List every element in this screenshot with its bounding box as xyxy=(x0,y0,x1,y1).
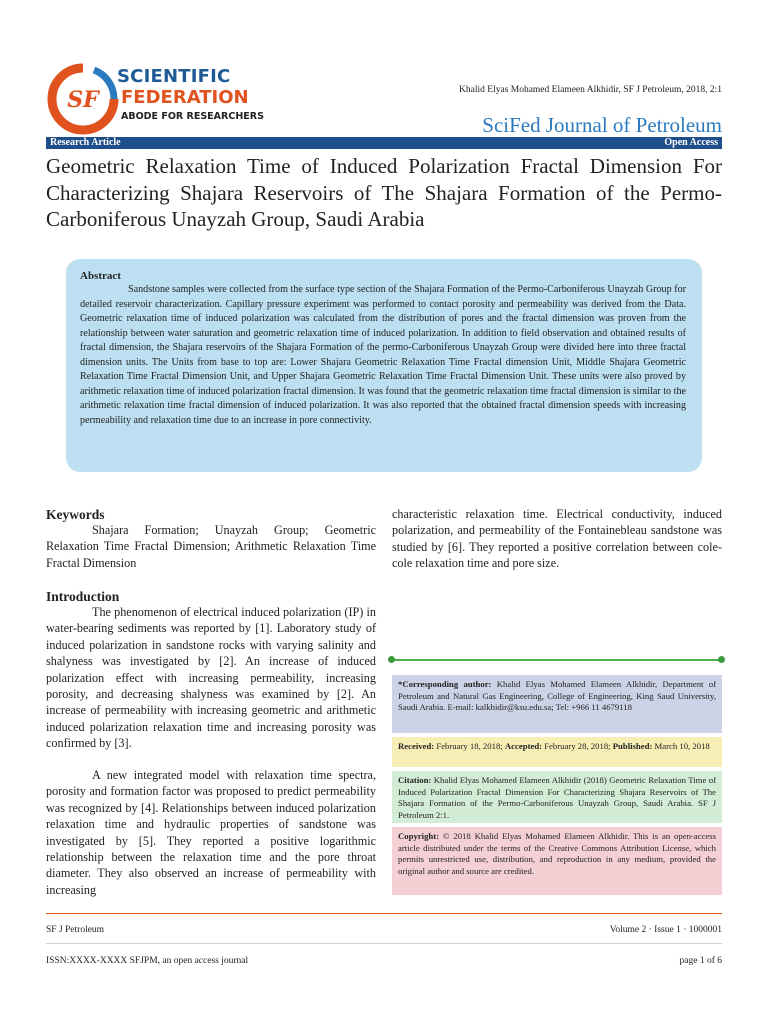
introduction-paragraph-1: The phenomenon of electrical induced polarization (IP) in water-bearing sediments was reported by [1]. Laboratory study of induced polarization in sandstone rocks with varying salinity and shalyness was investigated by [2]. An increase of induced polarization effect with increasing permeability, increasing porosity, and decreasing shalyness was examined by [2]. An increase of permeability with increasing geometric and arithmetic induced polarization relaxation time and increasing porosity was confirmed by [3]. xyxy=(46,605,376,751)
copyright-text: © 2018 Khalid Elyas Mohamed Elameen Alkhidir. This is an open-access article distributed under the terms of the Creative Commons Attribution License, which permits unrestricted use, distribution, and reproduction in any medium, provided the original author and source are credited. xyxy=(398,831,716,876)
keywords-heading: Keywords xyxy=(46,507,105,522)
article-type-bar xyxy=(46,137,722,149)
article-title: Geometric Relaxation Time of Induced Polarization Fractal Dimension For Characterizing Shajara Reservoirs of The Shajara Formation of the Permo-Carboniferous Unayzah Group, Saudi Arabia xyxy=(46,154,722,231)
separator-dot-right xyxy=(718,656,725,663)
corresponding-author-label: *Corresponding author: xyxy=(398,679,492,689)
logo-line2: FEDERATION xyxy=(121,87,249,108)
corresponding-author-box xyxy=(392,675,722,733)
footer-issn: ISSN:XXXX-XXXX SFJPM, an open access journal xyxy=(46,956,249,966)
introduction-heading: Introduction xyxy=(46,589,120,604)
citation-label: Citation: xyxy=(398,775,432,785)
abstract-label: Abstract xyxy=(80,270,121,282)
received-label: Received: xyxy=(398,741,435,751)
footer-volume: Volume 2 · Issue 1 · 1000001 xyxy=(609,925,722,935)
journal-name: SciFed Journal of Petroleum xyxy=(482,113,722,137)
footer-divider xyxy=(46,913,722,914)
copyright-box xyxy=(392,827,722,895)
accepted-label: Accepted: xyxy=(504,741,543,751)
header-citation: Khalid Elyas Mohamed Elameen Alkhidir, SF J Petroleum, 2018, 2:1 xyxy=(459,85,722,95)
keywords-text: Shajara Formation; Unayzah Group; Geometric Relaxation Time Fractal Dimension; Arithmetic Relaxation Time Fractal Dimension xyxy=(46,523,376,570)
scientific-federation-logo xyxy=(46,62,120,136)
citation-box xyxy=(392,771,722,823)
received-date: February 18, 2018; xyxy=(434,741,505,751)
abstract-text: Sandstone samples were collected from the surface type section of the Shajara Formation of the Permo-Carboniferous Unayzah Group for detailed reservoir characterization. Capillary pressure experiment was performed to contact porosity and permeability was derived from the Data. Geometric relaxation time of induced polarization was calculated from the distribution of pores and the fractal dimension was proven from the relationship between water saturation and geometric relaxation time of induced polarization. In addition to field observation and obtained results of fractal dimension, the Shajara reservoirs of the Shajara Formation of the permo-Carboniferous Unayzah Group were divided here into three fractal dimension units. The Units from base to top are: Lower Shajara Geometric Relaxation Time Fractal dimension Unit, Middle Shajara Geometric Relaxation Time Fractal Dimension Unit, and Upper Shajara Geometric Relaxation Time Fractal Dimension Unit. These units were also proved by arithmetic relaxation time of induced polarization fractal dimension. It was found that the geometric relaxation time fractal dimension is similar to the arithmetic relaxation time fractal dimension of induced polarization. It was also reported that the obtained fractal dimension speeds with increasing permeability and relaxation time due to an increase in pore connectivity. xyxy=(80,284,686,426)
page-number: page 1 of 6 xyxy=(679,956,722,966)
citation-text: Khalid Elyas Mohamed Elameen Alkhidir (2018) Geometric Relaxation Time of Induced Polarization Fractal Dimension For Characterizing Shajara Reservoirs of The Shajara Formation of the Permo-Carboniferous Unayzah Group, Saudi Arabia. SF J Petroleum 2:1. xyxy=(398,775,716,820)
corresponding-author-text: Khalid Elyas Mohamed Elameen Alkhidir, Department of Petroleum and Natural Gas Engineering, College of Engineering, King Saud University, Saudi Arabia. E-mail: kalkhidir@ksu.edu.sa; Tel: +966 11 4679118 xyxy=(398,679,716,713)
separator-dot-left xyxy=(388,656,395,663)
article-type: Research Article xyxy=(50,137,121,148)
svg-text:SF: SF xyxy=(67,87,99,113)
open-access-label: Open Access xyxy=(664,137,718,148)
copyright-label: Copyright: xyxy=(398,831,440,841)
logo-tagline: ABODE FOR RESEARCHERS xyxy=(121,111,264,122)
dates-box xyxy=(392,737,722,767)
published-label: Published: xyxy=(612,741,653,751)
footer-journal: SF J Petroleum xyxy=(46,925,105,935)
separator-line xyxy=(392,659,722,661)
accepted-date: February 28, 2018; xyxy=(542,741,613,751)
introduction-paragraph-2: A new integrated model with relaxation time spectra, porosity and formation factor was proposed to predict permeability was recognized by [4]. Relationships between induced polarization relaxation time and hydraulic properties of sandstone was investigated by [5]. They reported a positive logarithmic relationship between the relaxation time and the pore throat diameter. They also observed an increase of permeability with increasing xyxy=(46,768,376,897)
logo-line1: SCIENTIFIC xyxy=(117,66,231,87)
footer-divider-2 xyxy=(46,943,722,944)
introduction-continued: characteristic relaxation time. Electrical conductivity, induced polarization, and permeability of the Fontainebleau sandstone was studied by [6]. They reported a positive correlation between cole-cole relaxation time and pore size. xyxy=(392,507,722,571)
published-date: March 10, 2018 xyxy=(652,741,710,751)
